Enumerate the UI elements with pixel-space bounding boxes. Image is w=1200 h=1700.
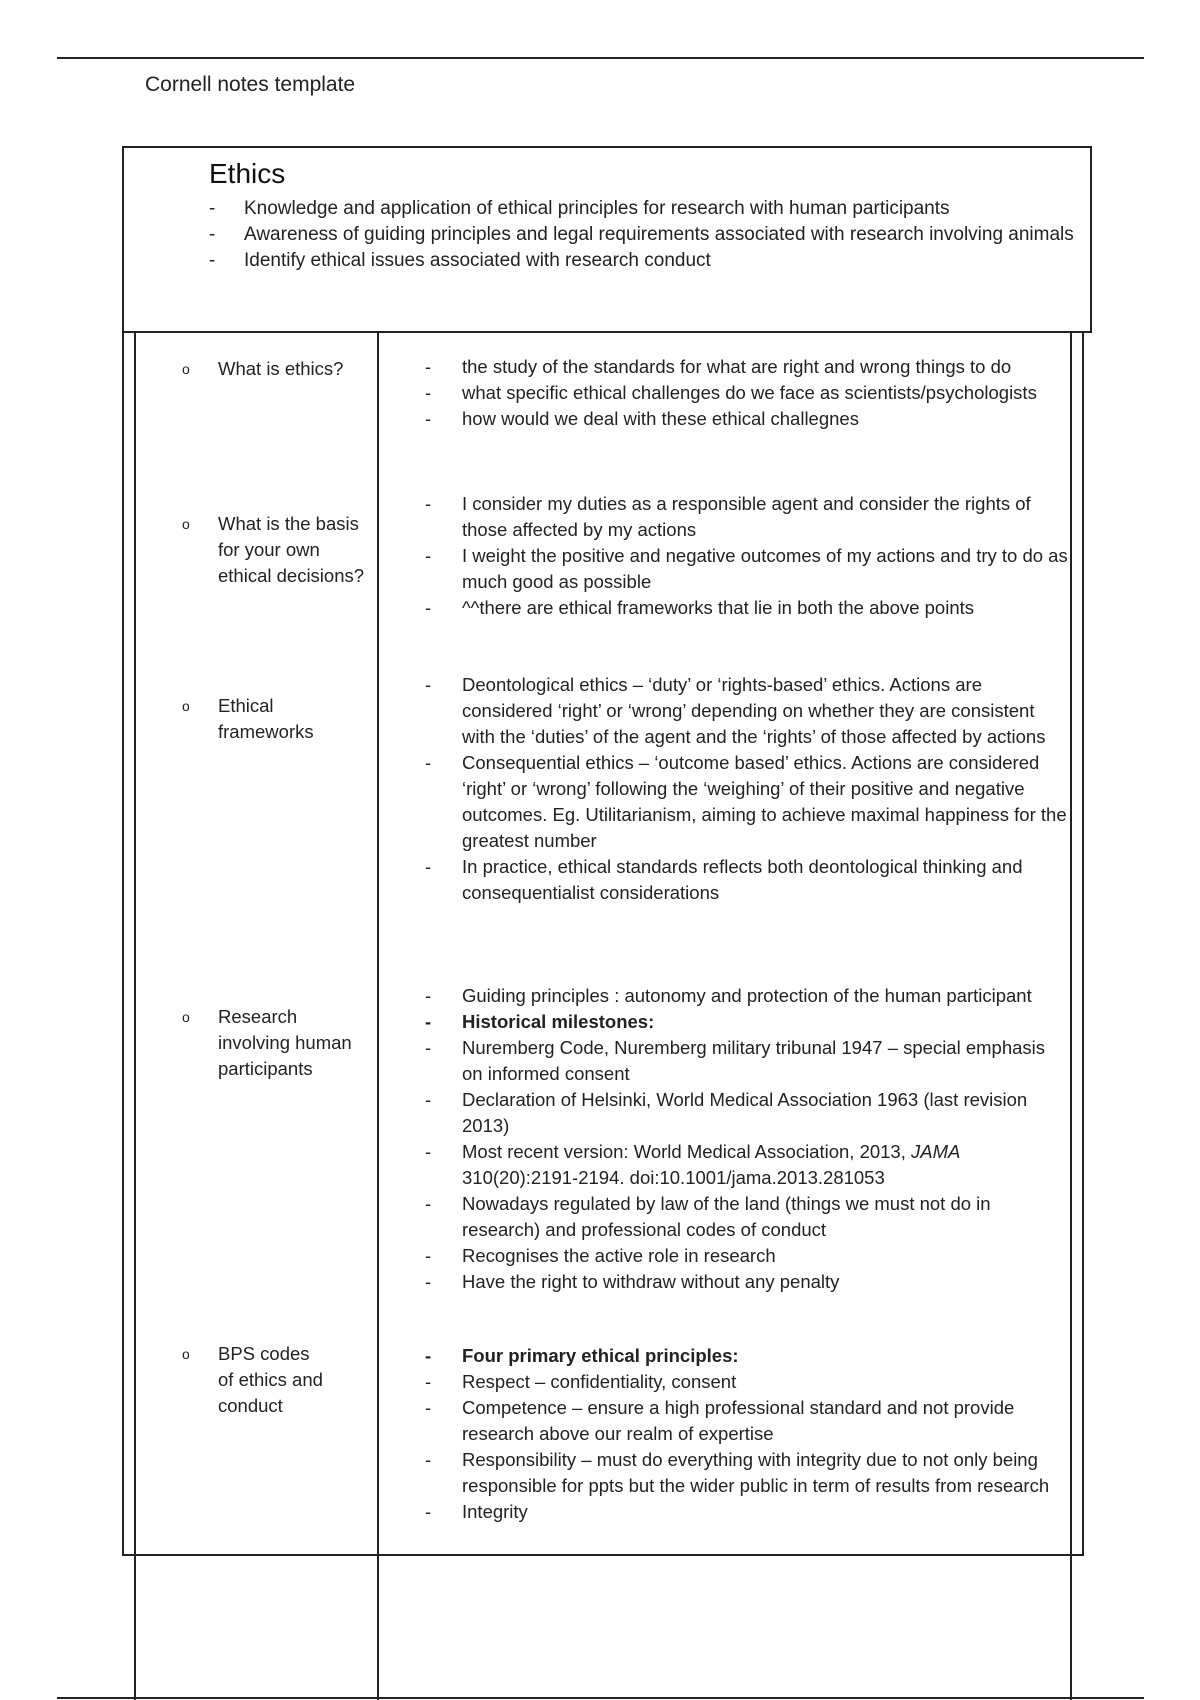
template-title: Cornell notes template — [145, 73, 356, 96]
top-rule — [57, 57, 1144, 59]
note-item: - Most recent version: World Medical Association, 2013, JAMA 310(20):2191-2194. doi:10.1001/jama.2013.281053 — [425, 1141, 961, 1188]
objective-item: - Identify ethical issues associated with research conduct — [244, 248, 1074, 274]
notes-human-participants — [420, 983, 1070, 1295]
cue-ethical-frameworks: o Ethical frameworks — [182, 695, 314, 742]
note-item: - what specific ethical challenges do we face as scientists/psychologists — [425, 382, 1037, 403]
note-item: - Respect – confidentiality, consent — [425, 1371, 737, 1392]
left-inner-line — [134, 333, 136, 1700]
note-item: - Four primary ethical principles: — [425, 1345, 739, 1366]
dash-bullet: - — [209, 224, 216, 245]
note-item: - In practice, ethical standards reflects both deontological thinking and consequentialist considerations — [425, 856, 1023, 903]
right-outer-line — [1082, 333, 1084, 1554]
circle-bullet: o — [182, 361, 190, 377]
circle-bullet: o — [182, 1009, 190, 1025]
notes-what-is-ethics — [420, 354, 1070, 432]
note-item: - Declaration of Helsinki, World Medical Association 1963 (last revision 2013) — [425, 1089, 1028, 1136]
cue-what-is-ethics: o What is ethics? — [182, 356, 372, 382]
objective-item: - Knowledge and application of ethical principles for research with human participants — [244, 196, 1074, 222]
dash-bullet: - — [209, 198, 216, 219]
cue-human-participants: o Research involving human participants — [182, 1006, 352, 1079]
note-item: - how would we deal with these ethical challegnes — [425, 408, 859, 429]
note-item: - Historical milestones: — [425, 1011, 655, 1032]
objective-item: - Awareness of guiding principles and legal requirements associated with research involving animals — [244, 222, 1074, 248]
bottom-rule — [57, 1697, 1144, 1699]
note-item: - I consider my duties as a responsible agent and consider the rights of those affected by my actions — [425, 493, 1031, 540]
learning-objectives — [209, 196, 1074, 274]
note-item: - Competence – ensure a high professional standard and not provide research above our realm of expertise — [425, 1397, 1015, 1444]
topic-title: Ethics — [209, 158, 286, 189]
notes-ethical-frameworks — [420, 672, 1070, 906]
circle-bullet: o — [182, 698, 190, 714]
note-item: - Responsibility – must do everything with integrity due to not only being responsible for ppts but the wider public in term of results from research — [425, 1449, 1050, 1496]
cue-ethical-basis: o What is the basis for your own ethical decisions? — [182, 513, 365, 586]
cue-bps-codes: o BPS codes of ethics and conduct — [182, 1343, 323, 1416]
circle-bullet: o — [182, 516, 190, 532]
note-item: - Deontological ethics – ‘duty’ or ‘rights-based’ ethics. Actions are considered ‘right’ or ‘wrong’ depending on whether they are consistent with the ‘duties’ of the agent and the ‘rights’ of those affected by actions — [425, 674, 1046, 747]
note-item: - Guiding principles : autonomy and protection of the human participant — [425, 985, 1032, 1006]
summary-divider-line — [122, 1554, 1084, 1556]
note-item: - the study of the standards for what are right and wrong things to do — [425, 356, 1012, 377]
circle-bullet: o — [182, 1346, 190, 1362]
note-item: - Recognises the active role in research — [425, 1245, 776, 1266]
topic-header — [122, 146, 1092, 333]
note-item: - ^^there are ethical frameworks that lie in both the above points — [425, 597, 975, 618]
right-inner-line — [1070, 333, 1072, 1700]
note-item: - Nowadays regulated by law of the land (things we must not do in research) and professional codes of conduct — [425, 1193, 991, 1240]
note-item: - I weight the positive and negative outcomes of my actions and try to do as much good as possible — [425, 545, 1068, 592]
note-item: - Nuremberg Code, Nuremberg military tribunal 1947 – special emphasis on informed consent — [425, 1037, 1046, 1084]
notes-ethical-basis — [420, 491, 1070, 621]
note-item: - Consequential ethics – ‘outcome based’ ethics. Actions are considered ‘right’ or ‘wrong’ following the ‘weighing’ of their positive and negative outcomes. Eg. Utilitarianism, aiming to achieve maximal happiness for the greatest number — [425, 752, 1067, 851]
left-outer-line — [122, 333, 124, 1554]
notes-bps-codes — [420, 1343, 1070, 1525]
dash-bullet: - — [209, 250, 216, 271]
note-item: - Have the right to withdraw without any penalty — [425, 1271, 840, 1292]
cue-divider-line — [377, 333, 379, 1700]
note-item: - Integrity — [425, 1501, 528, 1522]
